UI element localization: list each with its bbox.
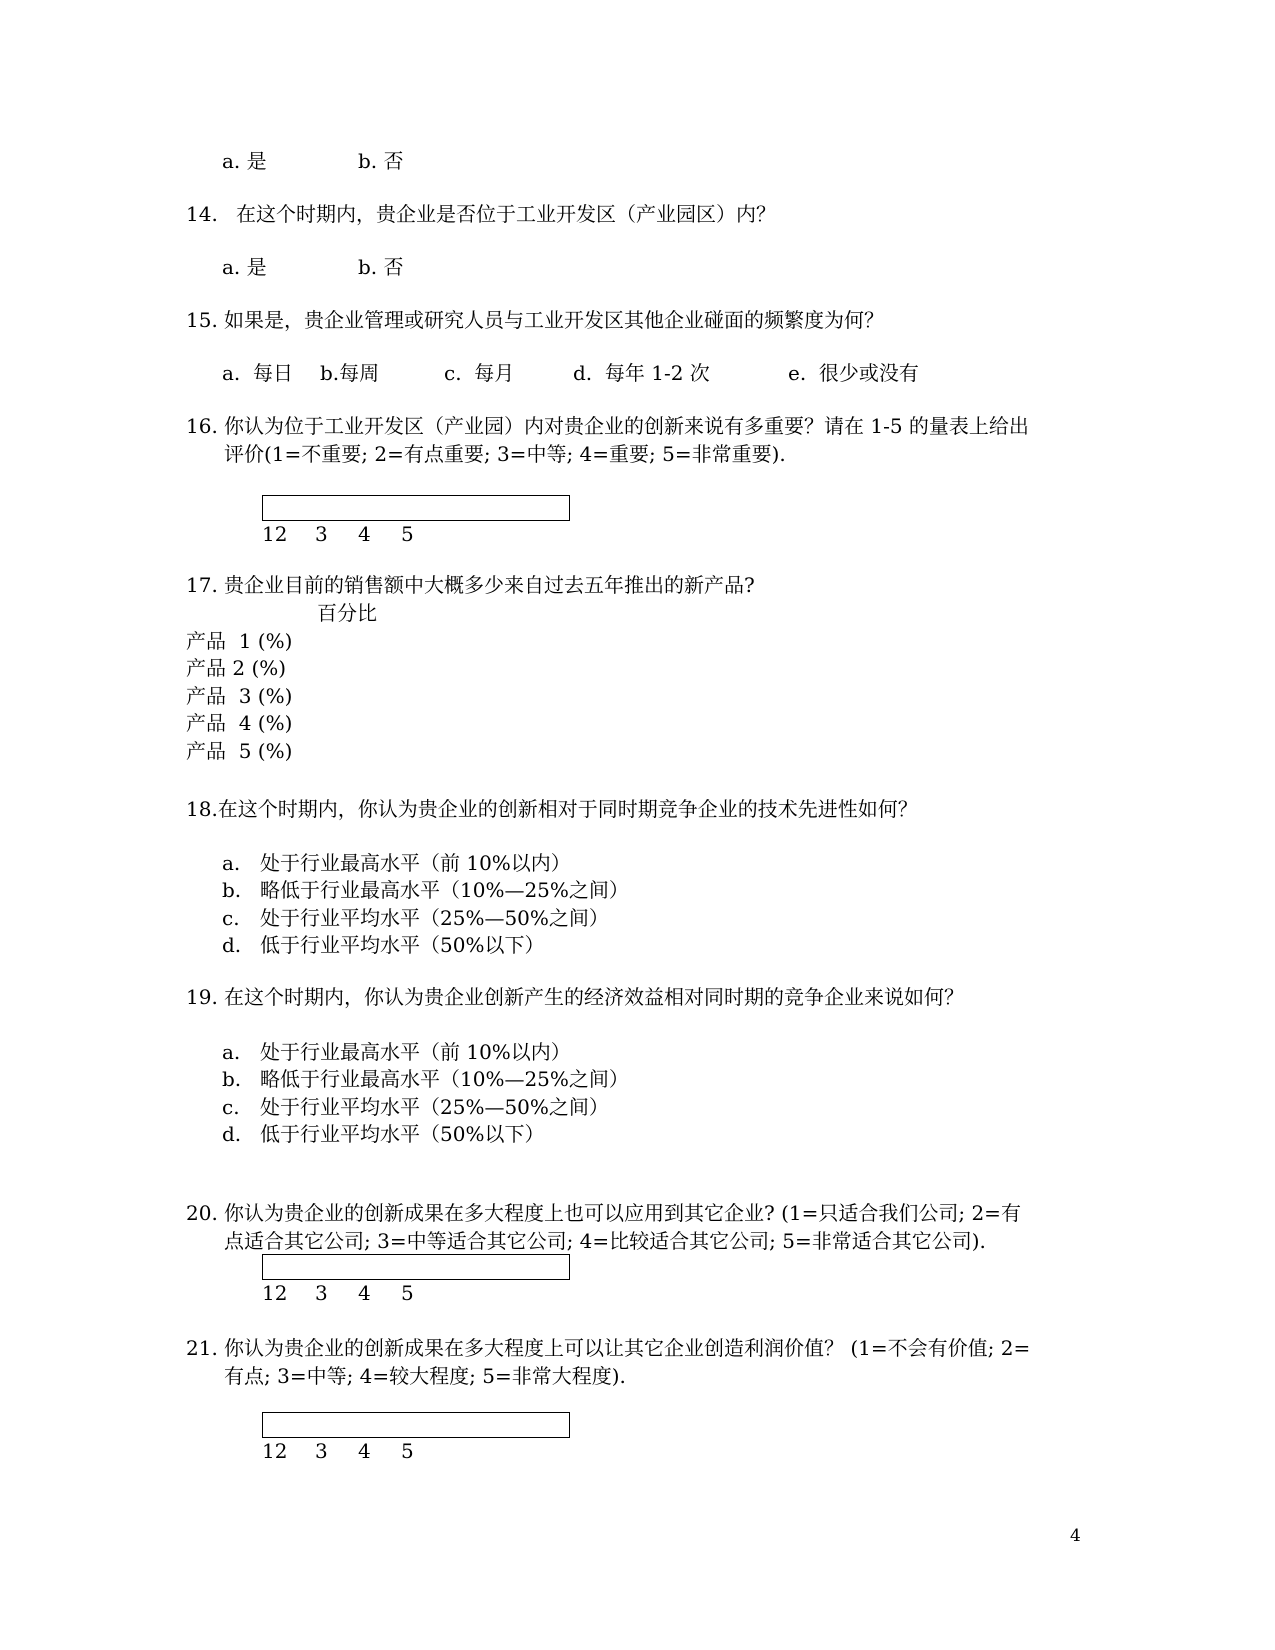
- q15-option-d: d. 每年 1-2 次: [573, 361, 710, 385]
- q16-scale-label-4: 4: [358, 522, 371, 546]
- q19-option-d-letter: d.: [222, 1122, 242, 1146]
- q15-option-a: a. 每日: [222, 361, 293, 385]
- q17-row-product-2: 产品 2 (%): [186, 656, 287, 680]
- q17-row-product-3: 产品 3 (%): [186, 684, 293, 708]
- q16-rating-box[interactable]: [262, 495, 570, 521]
- q21-line1: 你认为贵企业的创新成果在多大程度上可以让其它企业创造利润价值？ (1=不会有价值; 2=: [224, 1336, 1031, 1360]
- q16-line2: 评价(1=不重要; 2=有点重要; 3=中等; 4=重要; 5=非常重要).: [224, 442, 786, 466]
- q17-row-product-5: 产品 5 (%): [186, 739, 293, 763]
- q20-scale-label-5: 5: [401, 1281, 414, 1305]
- q20-rating-box[interactable]: [262, 1254, 570, 1280]
- q16-scale-label-5: 5: [401, 522, 414, 546]
- q17-text: 贵企业目前的销售额中大概多少来自过去五年推出的新产品?: [224, 573, 755, 597]
- q18-option-b-letter: b.: [222, 878, 242, 902]
- q18-option-c-letter: c.: [222, 906, 240, 930]
- q17-column-header: 百分比: [317, 601, 377, 625]
- q19-option-c-letter: c.: [222, 1095, 240, 1119]
- q19-text: 在这个时期内，你认为贵企业创新产生的经济效益相对同时期的竞争企业来说如何？: [224, 985, 964, 1009]
- q21-scale-label-4: 4: [358, 1439, 371, 1463]
- q17-row-product-4: 产品 4 (%): [186, 711, 293, 735]
- q17-row-product-1: 产品 1 (%): [186, 629, 293, 653]
- q13-option-a: a. 是: [222, 149, 267, 173]
- q19-option-a-letter: a.: [222, 1040, 241, 1064]
- q15-option-b: b.每周: [320, 361, 380, 385]
- q18-option-d-letter: d.: [222, 933, 242, 957]
- q19-option-a-text: 处于行业最高水平（前 10%以内）: [260, 1040, 571, 1064]
- q15-text: 如果是，贵企业管理或研究人员与工业开发区其他企业碰面的频繁度为何？: [224, 308, 884, 332]
- q19-option-b-letter: b.: [222, 1067, 242, 1091]
- q15-option-c: c. 每月: [444, 361, 515, 385]
- q20-scale-label-12: 12: [262, 1281, 288, 1305]
- q19-number: 19.: [186, 985, 218, 1009]
- q21-rating-box[interactable]: [262, 1412, 570, 1438]
- q20-number: 20.: [186, 1201, 218, 1225]
- q14-option-b: b. 否: [358, 255, 404, 279]
- q18-option-a-text: 处于行业最高水平（前 10%以内）: [260, 851, 571, 875]
- q20-scale-label-4: 4: [358, 1281, 371, 1305]
- q18-option-c-text: 处于行业平均水平（25%—50%之间）: [260, 906, 609, 930]
- q14-text: 在这个时期内，贵企业是否位于工业开发区（产业园区）内？: [236, 202, 776, 226]
- q19-option-d-text: 低于行业平均水平（50%以下）: [260, 1122, 545, 1146]
- q16-scale-label-3: 3: [315, 522, 328, 546]
- q21-number: 21.: [186, 1336, 218, 1360]
- q15-option-e: e. 很少或没有: [788, 361, 919, 385]
- q18-text: 18.在这个时期内，你认为贵企业的创新相对于同时期竞争企业的技术先进性如何？: [186, 797, 918, 821]
- q19-option-b-text: 略低于行业最高水平（10%—25%之间）: [260, 1067, 629, 1091]
- page-number: 4: [1070, 1526, 1081, 1546]
- q18-option-b-text: 略低于行业最高水平（10%—25%之间）: [260, 878, 629, 902]
- q21-scale-label-3: 3: [315, 1439, 328, 1463]
- q20-scale-label-3: 3: [315, 1281, 328, 1305]
- q18-option-d-text: 低于行业平均水平（50%以下）: [260, 933, 545, 957]
- q17-number: 17.: [186, 573, 218, 597]
- q13-option-b: b. 否: [358, 149, 404, 173]
- q14-option-a: a. 是: [222, 255, 267, 279]
- q16-line1: 你认为位于工业开发区（产业园）内对贵企业的创新来说有多重要？请在 1-5 的量表上给出: [224, 414, 1029, 438]
- q21-scale-label-5: 5: [401, 1439, 414, 1463]
- q21-line2: 有点; 3=中等; 4=较大程度; 5=非常大程度).: [224, 1364, 626, 1388]
- q20-line1: 你认为贵企业的创新成果在多大程度上也可以应用到其它企业? (1=只适合我们公司; 2=有: [224, 1201, 1021, 1225]
- q21-scale-label-12: 12: [262, 1439, 288, 1463]
- q15-number: 15.: [186, 308, 218, 332]
- q19-option-c-text: 处于行业平均水平（25%—50%之间）: [260, 1095, 609, 1119]
- q18-option-a-letter: a.: [222, 851, 241, 875]
- q20-line2: 点适合其它公司; 3=中等适合其它公司; 4=比较适合其它公司; 5=非常适合其它公司).: [224, 1229, 986, 1253]
- q16-scale-label-12: 12: [262, 522, 288, 546]
- q14-number: 14.: [186, 202, 218, 226]
- q16-number: 16.: [186, 414, 218, 438]
